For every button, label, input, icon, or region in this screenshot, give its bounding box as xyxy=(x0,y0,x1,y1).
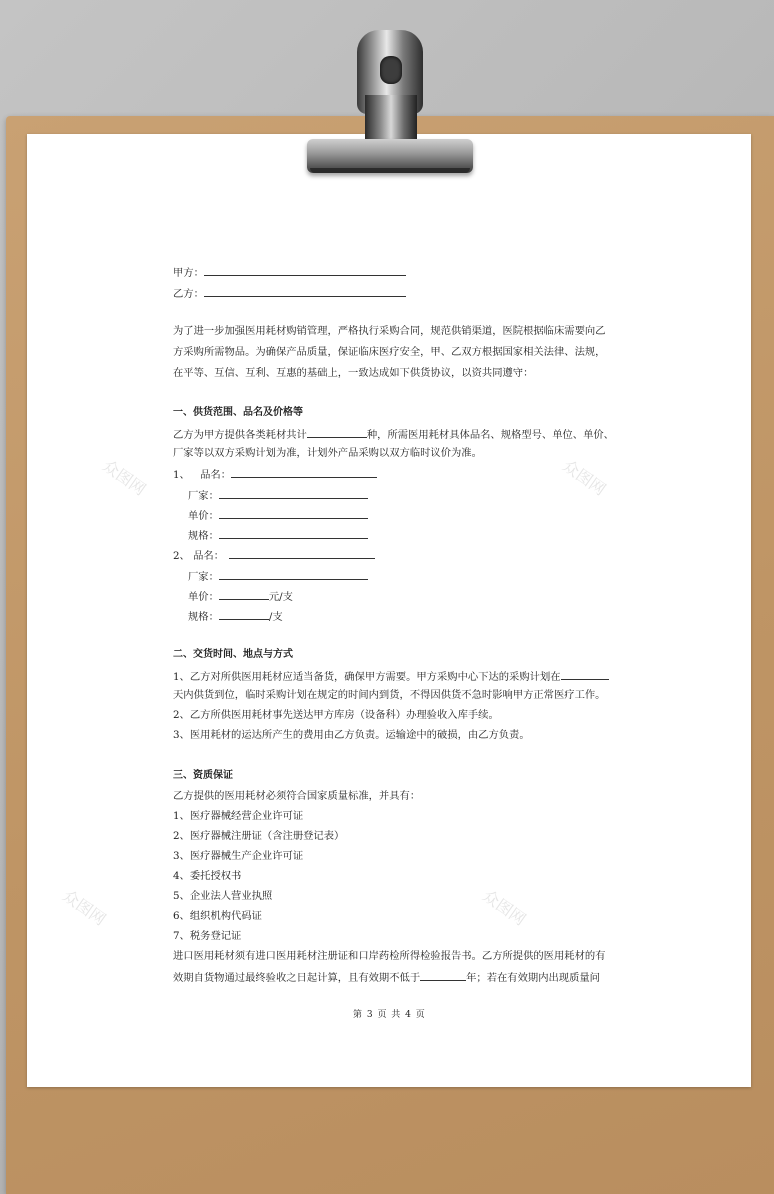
watermark: 众图网 xyxy=(559,456,610,500)
item-2-name-line xyxy=(173,549,375,561)
item-2-price-unit: 元/支 xyxy=(268,591,293,603)
qualification-item: 2、医疗器械注册证（含注册登记表） xyxy=(173,830,345,842)
section-3-tail-2-b: 年；若在有效期内出现质量问 xyxy=(466,972,600,984)
item-2-maker-blank[interactable] xyxy=(219,570,368,580)
qualification-item: 6、组织机构代码证 xyxy=(173,910,262,922)
party-b-line xyxy=(173,287,406,299)
item-2-spec-blank[interactable] xyxy=(219,610,269,620)
section-2-line-1-text: 1、乙方对所供医用耗材应适当备货，确保甲方需要。甲方采购中心下达的采购计划在 xyxy=(173,671,561,683)
item-1-maker-label: 厂家： xyxy=(188,490,219,502)
party-a-line xyxy=(173,266,406,278)
section-2-title: 二、交货时间、地点与方式 xyxy=(173,649,293,660)
item-2-price-blank[interactable] xyxy=(219,590,269,600)
item-1-price-label: 单价： xyxy=(188,510,219,522)
delivery-days-blank[interactable] xyxy=(561,670,609,680)
section-1-line-1-b: 种，所需医用耗材具体品名、规格型号、单位、单价、 xyxy=(366,429,614,441)
section-3-tail-1: 进口医用耗材须有进口医用耗材注册证和口岸药检所得检验报告书。乙方所提供的医用耗材的有 xyxy=(173,950,606,962)
section-1-line-1 xyxy=(173,428,614,440)
item-2-maker-label: 厂家： xyxy=(188,571,219,583)
section-1-title: 一、供货范围、品名及价格等 xyxy=(173,407,303,418)
party-a-blank[interactable] xyxy=(204,266,406,276)
item-1-spec-blank[interactable] xyxy=(219,529,368,539)
item-1-name-blank[interactable] xyxy=(231,468,377,478)
item-2-name-blank[interactable] xyxy=(229,549,375,559)
qualification-item: 4、委托授权书 xyxy=(173,870,242,882)
section-2-line-2: 天内供货到位，临时采购计划在规定的时间内到货，不得因供货不急时影响甲方正常医疗工作。 xyxy=(173,689,606,701)
item-2-number: 2、 xyxy=(173,550,190,562)
qualification-item: 7、税务登记证 xyxy=(173,930,242,942)
item-1-name-label: 品名： xyxy=(200,469,232,481)
section-1-line-2: 厂家等以双方采购计划为准，计划外产品采购以双方临时议价为准。 xyxy=(173,447,482,459)
item-1-number: 1、 xyxy=(173,469,190,481)
section-3-lead: 乙方提供的医用耗材必须符合国家质量标准，并具有： xyxy=(173,790,421,802)
item-2-spec-label: 规格： xyxy=(188,611,219,623)
section-2-line-3: 2、乙方所供医用耗材事先送达甲方库房（设备科）办理验收入库手续。 xyxy=(173,709,499,721)
qualification-item: 3、医疗器械生产企业许可证 xyxy=(173,850,304,862)
qualification-item: 1、医疗器械经营企业许可证 xyxy=(173,810,304,822)
page-footer: 第 3 页 共 4 页 xyxy=(353,1010,426,1020)
item-1-maker-line xyxy=(188,489,368,501)
section-3-tail-2 xyxy=(173,971,600,983)
item-count-blank[interactable] xyxy=(307,428,367,438)
watermark: 众图网 xyxy=(59,886,110,930)
watermark: 众图网 xyxy=(479,886,530,930)
item-2-name-label: 品名： xyxy=(193,550,225,562)
item-1-spec-label: 规格： xyxy=(188,530,219,542)
section-3-title: 三、资质保证 xyxy=(173,770,233,781)
item-2-maker-line xyxy=(188,570,368,582)
item-2-spec-unit: /支 xyxy=(268,611,283,623)
intro-line-2: 方采购所需物品。为确保产品质量，保证临床医疗安全，甲、乙双方根据国家相关法律、法规， xyxy=(173,346,606,358)
section-3-tail-2-a: 效期自货物通过最终验收之日起计算，且有效期不低于 xyxy=(173,972,421,984)
intro-line-1: 为了进一步加强医用耗材购销管理，严格执行采购合同，规范供销渠道，医院根据临床需要向乙 xyxy=(173,325,606,337)
validity-years-blank[interactable] xyxy=(420,971,466,981)
item-2-spec-line xyxy=(188,610,283,622)
section-2-line-1 xyxy=(173,670,609,682)
section-1-line-1-a: 乙方为甲方提供各类耗材共计 xyxy=(173,429,307,441)
item-2-price-line xyxy=(188,590,293,602)
item-1-price-blank[interactable] xyxy=(219,509,368,519)
item-1-name-line xyxy=(173,468,377,480)
watermark: 众图网 xyxy=(99,456,150,500)
party-a-label: 甲方： xyxy=(173,267,204,279)
item-1-maker-blank[interactable] xyxy=(219,489,368,499)
qualification-item: 5、企业法人营业执照 xyxy=(173,890,273,902)
item-1-spec-line xyxy=(188,529,368,541)
item-1-price-line xyxy=(188,509,368,521)
section-2-line-4: 3、医用耗材的运达所产生的费用由乙方负责。运输途中的破损，由乙方负责。 xyxy=(173,729,530,741)
party-b-blank[interactable] xyxy=(204,287,406,297)
item-2-price-label: 单价： xyxy=(188,591,219,603)
intro-line-3: 在平等、互信、互利、互惠的基础上，一致达成如下供货协议，以资共同遵守： xyxy=(173,367,534,379)
party-b-label: 乙方： xyxy=(173,288,204,300)
